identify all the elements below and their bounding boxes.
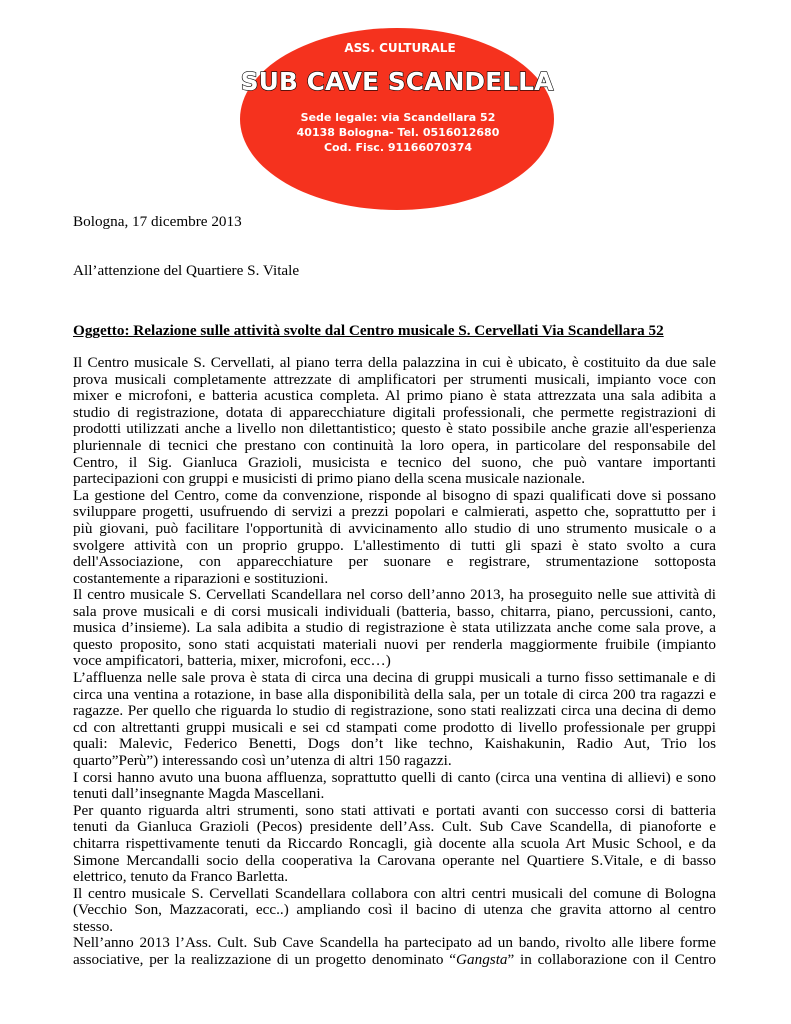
text-line: tenuti dall’insegnante Magda Mascellani. (73, 785, 325, 803)
text-line: questo proposito, sono stati acquistati materiali nuovi per renderla maggiormente fruibile (impianto (73, 635, 716, 653)
date-line: Bologna, 17 dicembre 2013 (73, 213, 242, 230)
logo-line-2: 40138 Bologna- Tel. 0516012680 (296, 126, 500, 139)
text-line: sala prove musicali e di corsi musicali individuali (batteria, basso, chitarra, piano, percussioni, canto, (73, 602, 716, 620)
text-line: svolgere attività con un proprio gruppo. L'allestimento di tutti gli spazi è stato svolto a cura (73, 536, 716, 554)
paragraph-2013-activities (73, 587, 716, 969)
text-line: voce ampificatori, batteria, mixer, microfoni, ecc…) (73, 652, 391, 670)
text-line: studio di registrazione, dotata di apparecchiature digitali professionali, che permette registrazioni di (73, 403, 716, 421)
text-line: mixer e microfoni, e batteria acustica completa. Al primo piano è stata attrezzata una sala adibita a (73, 387, 716, 405)
text-line: Centro, il Sig. Gianluca Grazioli, musicista e tecnico del suono, che può vantare importanti (73, 453, 716, 471)
attention-line: All’attenzione del Quartiere S. Vitale (73, 262, 300, 279)
text-line: Simone Mercandalli socio della cooperativa la Carovana operante nel Quartiere S.Vitale, e di basso (73, 851, 716, 869)
text-line: costantemente a riparazioni e sostituzioni. (73, 569, 329, 587)
text-line: prova musicali completamente attrezzate di amplificatori per strumenti musicali, impianto voce con (73, 370, 716, 388)
text-line: chitarra rispettivamente tenuti da Riccardo Roncagli, già docente alla scuola Art Music School, e da (73, 834, 716, 852)
text-line: tenuti da Gianluca Grazioli (Pecos) presidente dell’Ass. Cult. Sub Cave Scandella, di pianoforte e (73, 818, 716, 836)
text-line: musica d’insieme). La sala adibita a studio di registrazione è stata utilizzata anche come sala prove, a (73, 619, 716, 637)
logo-line-1: Sede legale: via Scandellara 52 (300, 111, 496, 124)
text-line: più giovani, può facilitare l'opportunità di avvicinamento allo studio di uno strumento musicale o a (73, 519, 716, 537)
text-line: sviluppare progetti, usufruendo di servizi a prezzi popolari e calmierati, aspetto che, soprattutto per i (73, 503, 716, 521)
text-line: (Vecchio Son, Mazzacorati, ecc..) ampliando così il bacino di utenza che gravita attorno al centro (73, 901, 716, 919)
text-line: L’affluenza nelle sale prova è stata di circa una decina di gruppi musicali a turno fisso settimanale e di (73, 668, 716, 686)
text-line: Nell’anno 2013 l’Ass. Cult. Sub Cave Scandella ha partecipato ad un bando, rivolto alle libere forme (73, 934, 716, 952)
text-line-last (73, 952, 716, 969)
logo-line-3: Cod. Fisc. 91166070374 (323, 141, 473, 154)
text-line: circa una ventina a rotazione, in base alla disponibilità della sala, per un totale di circa 200 tra ragazzi e (73, 685, 716, 703)
text-line: Per quanto riguarda altri strumenti, sono stati attivati e portati avanti con successo corsi di batteria (73, 801, 716, 819)
text-line: cd con altrettanti gruppi musicali e sei cd stampati come prodotto di livello professionale per gruppi (73, 718, 716, 736)
text-line: quarto”Perù”) interessando così un’utenza di altri 150 ragazzi. (73, 751, 452, 769)
text-line: dell'Associazione, con apparecchiature per suonare e registrare, strumentazione sottoposta (73, 553, 716, 571)
text-run: ” in collaborazione con il Centro (507, 951, 716, 969)
text-line: quali: Malevic, Federico Benetti, Dogs don’t like techno, Kaishakunin, Radio Aut, Trio los (73, 735, 716, 753)
text-line: La gestione del Centro, come da convenzione, risponde al bisogno di spazi qualificati dove si possano (73, 486, 716, 504)
text-line: Il centro musicale S. Cervellati Scandellara nel corso dell’anno 2013, ha proseguito nelle sue attività di (73, 586, 716, 603)
text-line: I corsi hanno avuto una buona affluenza, soprattutto quelli di canto (circa una ventina di allievi) e sono (73, 768, 716, 786)
text-line: prodotti utilizzati anche a livello non dilettantistico; questo è stato possibile anche grazie all'esperienza (73, 420, 716, 438)
text-line: pluriennale di tecnici che prestano con continuità la loro opera, in particolare del responsabile del (73, 436, 716, 454)
logo-name: SUB CAVE SCANDELLA (240, 67, 554, 96)
paragraph-centre-description (73, 355, 716, 587)
text-line: partecipazioni con gruppi e musicisti di primo piano della scena musicale nazionale. (73, 470, 585, 488)
logo-top-text: ASS. CULTURALE (344, 41, 456, 55)
project-name: Gangsta (456, 951, 508, 969)
subject-line: Oggetto: Relazione sulle attività svolte dal Centro musicale S. Cervellati Via Scandellara 52 (73, 322, 664, 339)
text-line: Il Centro musicale S. Cervellati, al piano terra della palazzina in cui è ubicato, è costituito da due sale (73, 354, 716, 371)
association-logo (238, 26, 556, 212)
text-run: associative, per la realizzazione di un progetto denominato “ (73, 951, 457, 969)
text-line: elettrico, tenuto da Franco Barletta. (73, 868, 289, 886)
text-line: Il centro musicale S. Cervellati Scandellara collabora con altri centri musicali del comune di Bologna (73, 884, 716, 902)
text-line: ragazze. Per quello che riguarda lo studio di registrazione, sono stati realizzati circa una decina di demo (73, 702, 716, 720)
text-line: stesso. (73, 917, 114, 935)
